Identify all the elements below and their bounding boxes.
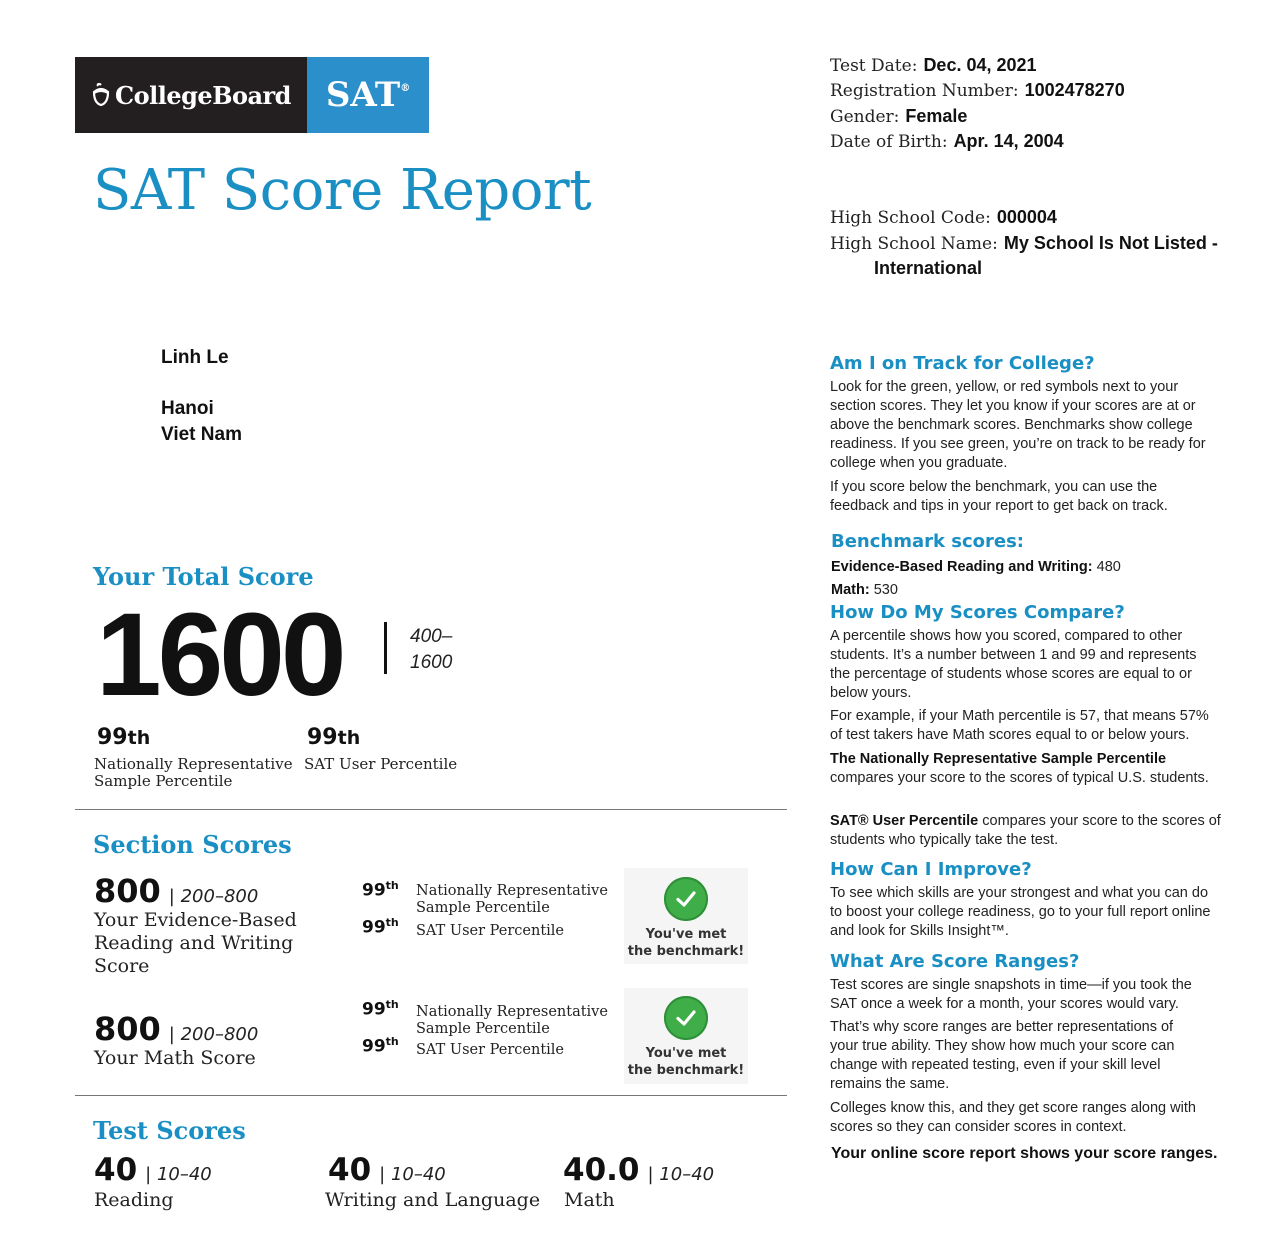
total-user-percentile (307, 725, 360, 750)
writing-score-range: | 10–40 (379, 1164, 446, 1185)
divider (75, 809, 787, 810)
improve-paragraph: To see which skills are your strongest and what you can do to boost your college readiness, go to your full report online and look for Skills Insight™. (830, 885, 1211, 939)
student-city: Hanoi (161, 398, 214, 419)
benchmark-ebrw-label: Evidence-Based Reading and Writing: (831, 559, 1093, 575)
math-nat-percentile (362, 998, 399, 1020)
nat-label-line1: Nationally Representative (94, 755, 293, 773)
improve-heading: How Can I Improve? (830, 859, 1032, 880)
benchmark-line2: the benchmark! (627, 944, 745, 959)
hs-code-value: 000004 (996, 207, 1057, 227)
math-nat-pct-value: 99 (362, 999, 386, 1020)
ebrw-score-value: 800 (94, 872, 161, 910)
math-test-label: Math (564, 1189, 615, 1211)
nat-label-line2: Sample Percentile (416, 900, 550, 916)
dob-label: Date of Birth: (830, 132, 948, 152)
track-paragraph-2: If you score below the benchmark, you can use the feedback and tips in your report to get back on track. (830, 479, 1168, 514)
test-date (830, 55, 1037, 76)
check-icon (674, 887, 698, 911)
compare-p3-bold: The Nationally Representative Sample Percentile (830, 751, 1167, 767)
registration-label: Registration Number: (830, 81, 1019, 101)
score-divider (384, 622, 387, 674)
total-user-pct-value: 99 (307, 725, 338, 750)
hs-code-label: High School Code: (830, 208, 991, 228)
divider (75, 1095, 787, 1096)
track-heading: Am I on Track for College? (830, 353, 1095, 374)
ebrw-label-line1: Your Evidence-Based (94, 909, 297, 931)
writing-label: Writing and Language (325, 1189, 541, 1211)
dob-value: Apr. 14, 2004 (953, 131, 1064, 151)
benchmark-line1: You've met (645, 927, 727, 942)
benchmark-ebrw (831, 558, 1231, 577)
nat-label-line1: Nationally Representative (416, 1004, 608, 1020)
math-test-score-value: 40.0 (563, 1152, 640, 1188)
date-of-birth (830, 131, 1064, 152)
ebrw-label-line2: Reading and Writing (94, 932, 294, 954)
gender-label: Gender: (830, 107, 900, 127)
reading-label: Reading (94, 1189, 174, 1211)
total-score-heading: Your Total Score (93, 562, 314, 591)
track-paragraph-1: Look for the green, yellow, or red symbols next to your section scores. They let you know if your scores are at or above the benchmark scores. Benchmarks show college readiness. If you see green, you’re on track to be ready for college when you graduate. (830, 379, 1206, 471)
writing-score-value: 40 (328, 1152, 372, 1188)
compare-p4-rest: compares your score to the scores of students who typically take the test. (830, 813, 1221, 848)
ebrw-label-line3: Score (94, 955, 150, 977)
ordinal-suffix: th (337, 727, 361, 749)
collegeboard-logo (75, 57, 307, 133)
gender-value: Female (905, 106, 968, 126)
hs-name-label: High School Name: (830, 234, 998, 254)
ebrw-user-percentile-label: SAT User Percentile (416, 923, 565, 939)
test-date-label: Test Date: (830, 56, 918, 76)
ebrw-benchmark-text (621, 926, 751, 960)
total-user-percentile-label: SAT User Percentile (304, 755, 458, 773)
ranges-paragraph-4: Your online score report shows your score ranges. (831, 1145, 1218, 1162)
ebrw-score-range: | 200–800 (169, 886, 259, 907)
math-score-value: 800 (94, 1010, 161, 1048)
sat-logo (307, 57, 429, 133)
nat-label-line2: Sample Percentile (94, 772, 233, 790)
check-icon (674, 1006, 698, 1030)
student-country: Viet Nam (161, 424, 242, 445)
sat-wordmark: SAT (325, 75, 401, 115)
math-user-pct-value: 99 (362, 1036, 386, 1057)
test-scores-heading: Test Scores (93, 1116, 246, 1145)
ordinal-suffix: th (127, 727, 151, 749)
reading-test-score (94, 1152, 212, 1188)
ebrw-score (94, 872, 258, 910)
nat-label-line2: Sample Percentile (416, 1021, 550, 1037)
collegeboard-wordmark: CollegeBoard (115, 80, 291, 110)
ebrw-nat-percentile (362, 879, 399, 901)
math-benchmark-check-icon (664, 996, 708, 1040)
benchmark-math (831, 581, 1231, 600)
page-title: SAT Score Report (93, 158, 592, 223)
math-score-range: | 200–800 (169, 1024, 259, 1045)
acorn-icon (91, 83, 111, 107)
math-user-percentile-label: SAT User Percentile (416, 1042, 565, 1058)
total-nat-pct-value: 99 (97, 725, 128, 750)
registration-value: 1002478270 (1024, 80, 1125, 100)
ordinal-suffix: th (385, 1035, 399, 1048)
ebrw-user-pct-value: 99 (362, 917, 386, 938)
ordinal-suffix: th (385, 916, 399, 929)
math-user-percentile (362, 1035, 399, 1057)
math-label: Your Math Score (94, 1047, 256, 1069)
math-nat-percentile-label (416, 1004, 608, 1038)
compare-paragraph-2: For example, if your Math percentile is 57, that means 57% of test takers have Math scores equal to or below yours. (830, 708, 1209, 743)
compare-p4-bold: SAT® User Percentile (830, 813, 979, 829)
ordinal-suffix: th (385, 998, 399, 1011)
math-benchmark-text (621, 1045, 751, 1079)
high-school-name-cont (874, 258, 982, 279)
total-nat-percentile (97, 725, 150, 750)
hs-name-value-line2: International (874, 258, 983, 278)
ebrw-nat-percentile-label (416, 883, 608, 917)
registered-mark: ® (400, 82, 411, 94)
compare-paragraph-4 (830, 812, 1225, 850)
ebrw-user-percentile (362, 916, 399, 938)
benchmark-math-value: 530 (873, 582, 898, 598)
benchmark-heading: Benchmark scores: (831, 531, 1024, 552)
benchmark-ebrw-value: 480 (1096, 559, 1121, 575)
collegeboard-sat-logo (75, 57, 429, 133)
nat-label-line1: Nationally Representative (416, 883, 608, 899)
high-school-name (830, 233, 1218, 254)
benchmark-line1: You've met (645, 1046, 727, 1061)
math-test-score (563, 1152, 714, 1188)
high-school-code (830, 207, 1057, 228)
range-max: 1600 (410, 652, 453, 673)
ordinal-suffix: th (385, 879, 399, 892)
math-score (94, 1010, 258, 1048)
writing-test-score (328, 1152, 446, 1188)
test-date-value: Dec. 04, 2021 (923, 55, 1037, 75)
reading-score-value: 40 (94, 1152, 138, 1188)
reading-score-range: | 10–40 (145, 1164, 212, 1185)
ranges-paragraph-1: Test scores are single snapshots in time—if you took the SAT once a week for a month, your scores would vary. (830, 977, 1192, 1012)
benchmark-line2: the benchmark! (627, 1063, 745, 1078)
total-score-range (410, 624, 452, 676)
range-min: 400– (410, 626, 453, 647)
compare-heading: How Do My Scores Compare? (830, 602, 1125, 623)
total-nat-percentile-label (94, 756, 293, 790)
compare-paragraph-3 (830, 750, 1210, 788)
compare-p3-rest: compares your score to the scores of typical U.S. students. (830, 770, 1209, 786)
ebrw-benchmark-check-icon (664, 877, 708, 921)
ranges-heading: What Are Score Ranges? (830, 951, 1080, 972)
registration-number (830, 80, 1125, 101)
section-scores-heading: Section Scores (93, 830, 292, 859)
compare-paragraph-1: A percentile shows how you scored, compared to other students. It’s a number between 1 and 99 and represents the percentage of students whose scores are equal to or below yours. (830, 628, 1197, 701)
ebrw-label (94, 909, 297, 978)
ranges-paragraph-2: That’s why score ranges are better representations of your true ability. They show how much your score can change with repeated testing, even if your skill level remains the same. (830, 1019, 1175, 1092)
gender (830, 106, 967, 127)
math-test-score-range: | 10–40 (648, 1164, 715, 1185)
benchmark-math-label: Math: (831, 582, 870, 598)
student-name: Linh Le (161, 347, 229, 368)
total-score: 1600 (96, 589, 343, 721)
ranges-paragraph-3: Colleges know this, and they get score ranges along with scores so they can consider scores in context. (830, 1100, 1196, 1135)
ebrw-nat-pct-value: 99 (362, 880, 386, 901)
hs-name-value: My School Is Not Listed - (1003, 233, 1218, 253)
